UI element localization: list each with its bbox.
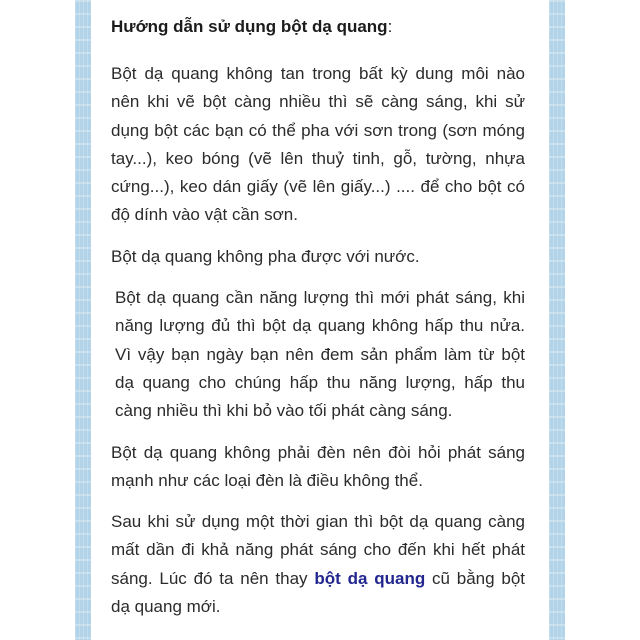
paragraph-replace (111, 508, 525, 621)
left-decorative-border (75, 0, 91, 640)
paragraph-energy: Bột dạ quang cần năng lượng thì mới phát sáng, khi năng lượng đủ thì bột dạ quang không hấp thu nửa. Vì vậy bạn ngày bạn nên đem sản phẩm làm từ bột dạ quang cho chúng hấp thu năng lượng, hấp thu càng nhiều thì khi bỏ vào tối phát càng sáng. (115, 288, 525, 421)
paragraph-replace-text-end: cũ bằng bột dạ quang mới. (111, 568, 526, 617)
heading-colon: : (387, 17, 393, 36)
right-decorative-border (549, 0, 565, 640)
article-content (111, 12, 525, 634)
section-heading (111, 12, 525, 42)
paragraph-water: Bột dạ quang không pha được với nước. (111, 246, 420, 266)
paragraph-not-lamp: Bột dạ quang không phải đèn nên đòi hỏi phát sáng mạnh như các loại đèn là điều không thể. (111, 442, 525, 490)
heading-title: Hướng dẫn sử dụng bột dạ quang (111, 17, 388, 36)
paragraph-replace-text-start: Sau khi sử dụng một thời gian thì bột dạ quang càng mất dần đi khả năng phát sáng cho đến khi hết phát sáng. Lúc đó ta nên thay (111, 512, 525, 588)
glow-powder-link[interactable]: bột dạ quang (314, 568, 426, 588)
paragraph-dissolving: Bột dạ quang không tan trong bất kỳ dung môi nào nên khi vẽ bột càng nhiều thì sẽ càng sáng, khi sử dụng bột các bạn có thể pha với sơn trong (sơn móng tay...), keo bóng (vẽ lên thuỷ tinh, gỗ, tường, nhựa cứng...), keo dán giấy (vẽ lên giấy...) .... để cho bột có độ dính vào vật cần sơn. (111, 64, 525, 225)
